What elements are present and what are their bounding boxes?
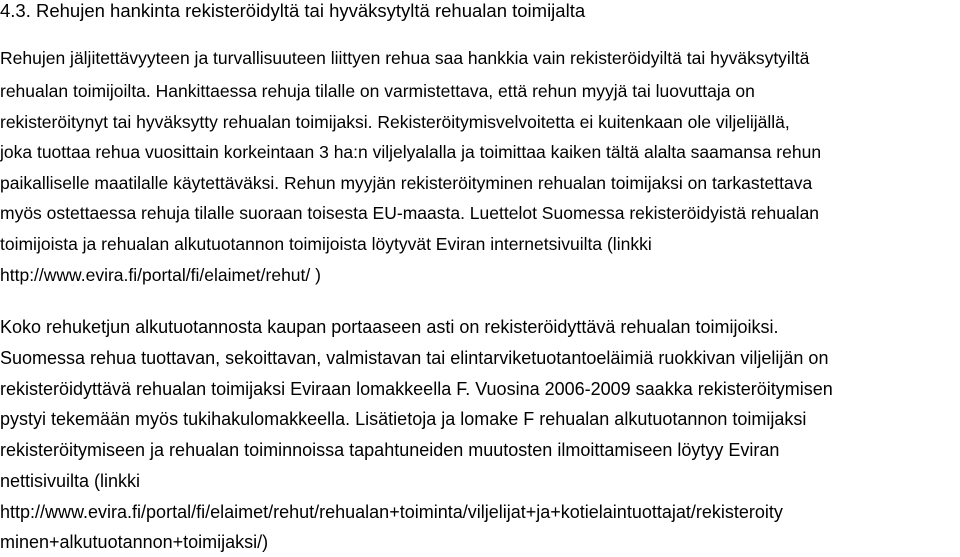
paragraph-line: Suomessa rehua tuottavan, sekoittavan, valmistavan tai elintarviketuotantoeläimiä ruokkivan viljelijän on — [0, 348, 829, 368]
paragraph-line: nettisivuilta (linkki — [0, 471, 141, 491]
paragraph-line: Rehujen jäljitettävyyteen ja turvallisuuteen liittyen rehua saa hankkia vain rekisteröidyiltä tai hyväksytyiltä — [0, 48, 810, 68]
url-link[interactable]: http://www.evira.fi/portal/fi/elaimet/rehut/ ) — [0, 265, 321, 285]
page-heading: 4.3. Rehujen hankinta rekisteröidyltä tai hyväksytyltä rehualan toimijalta — [0, 0, 586, 21]
paragraph-line: pystyi tekemään myös tukihakulomakkeella. Lisätietoja ja lomake F rehualan alkutuotannon toimijaksi — [0, 409, 807, 429]
paragraph-line: rekisteröitynyt tai hyväksytty rehualan toimijaksi. Rekisteröitymisvelvoitetta ei kuitenkaan ole viljelijällä, — [0, 112, 790, 132]
url-link[interactable]: http://www.evira.fi/portal/fi/elaimet/rehut/rehualan+toiminta/viljelijat+ja+kotielaintuottajat/rekisteroity — [0, 502, 783, 522]
paragraph-line: rehualan toimijoilta. Hankittaessa rehuja tilalle on varmistettava, että rehun myyjä tai luovuttaja on — [0, 81, 755, 101]
paragraph-line: toimijoista ja rehualan alkutuotannon toimijoista löytyvät Eviran internetsivuilta (linkki — [0, 234, 652, 254]
paragraph-line: rekisteröidyttävä rehualan toimijaksi Eviraan lomakkeella F. Vuosina 2006-2009 saakka rekisteröitymisen — [0, 379, 833, 399]
url-link-continuation[interactable]: minen+alkutuotannon+toimijaksi/) — [0, 532, 269, 552]
paragraph-line: myös ostettaessa rehuja tilalle suoraan toisesta EU-maasta. Luettelot Suomessa rekisteröidyistä rehualan — [0, 203, 820, 223]
paragraph-line: paikalliselle maatilalle käytettäväksi. Rehun myyjän rekisteröityminen rehualan toimijaksi on tarkastettava — [0, 173, 813, 193]
paragraph-line: joka tuottaa rehua vuosittain korkeintaan 3 ha:n viljelyalalla ja toimittaa kaiken tältä alalta saamansa rehun — [0, 142, 822, 162]
paragraph-line: rekisteröitymiseen ja rehualan toiminnoissa tapahtuneiden muutosten ilmoittamiseen löytyy Eviran — [0, 440, 780, 460]
paragraph-line: Koko rehuketjun alkutuotannosta kaupan portaaseen asti on rekisteröidyttävä rehualan toimijoiksi. — [0, 317, 779, 337]
